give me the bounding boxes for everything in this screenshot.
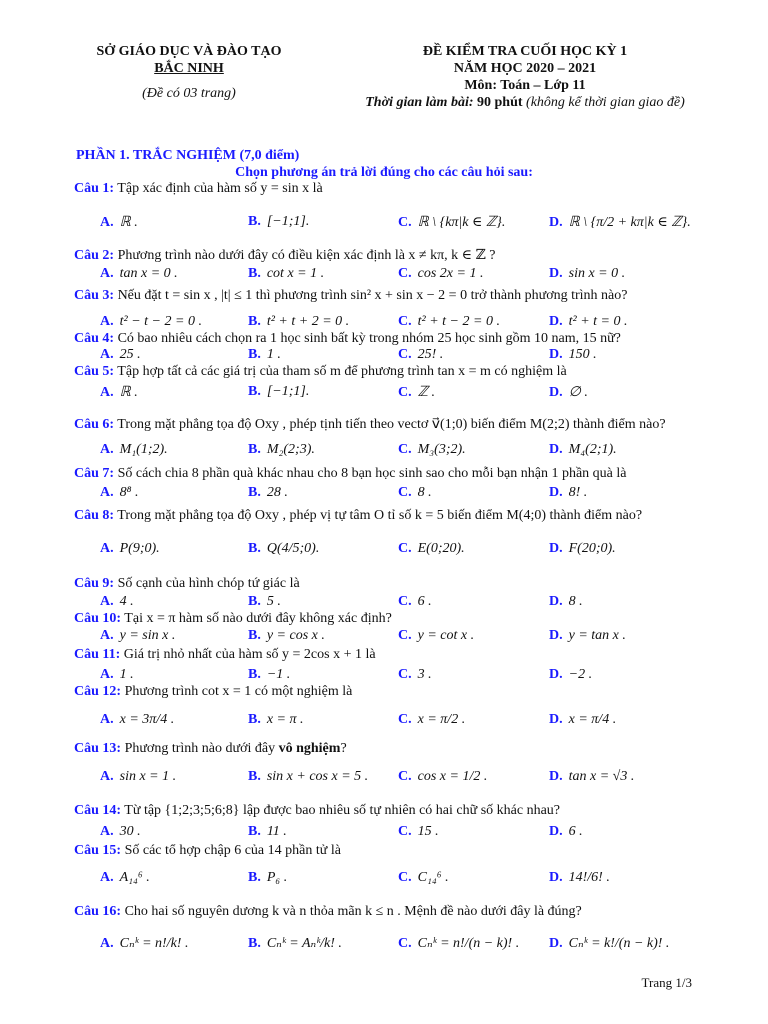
- option-value: sin x = 1 .: [119, 769, 177, 784]
- option-b: [248, 712, 304, 728]
- option-letter: C.: [398, 347, 412, 362]
- option-a: [100, 594, 134, 610]
- option-letter: C.: [398, 936, 412, 951]
- option-c: [398, 594, 432, 610]
- option-b: [248, 266, 324, 282]
- option-letter: B.: [248, 870, 261, 885]
- option-b: [248, 384, 309, 400]
- option-value: Cₙᵏ = n!/k! .: [119, 936, 189, 951]
- option-letter: A.: [100, 347, 114, 362]
- option-value: 8 .: [417, 485, 432, 500]
- option-c: [398, 347, 443, 363]
- option-letter: A.: [100, 442, 114, 457]
- question-text: Tập xác định của hàm số y = sin x là: [114, 181, 323, 196]
- option-letter: D.: [549, 266, 563, 281]
- option-value: [−1;1].: [266, 384, 310, 399]
- option-letter: C.: [398, 314, 412, 329]
- exam-title: ĐỀ KIỂM TRA CUỐI HỌC KỲ 1: [422, 44, 628, 59]
- option-value: 4 .: [119, 594, 134, 609]
- option-letter: C.: [398, 541, 412, 556]
- option-letter: D.: [549, 594, 563, 609]
- option-letter: B.: [248, 936, 261, 951]
- option-letter: C.: [398, 485, 412, 500]
- option-value: t² + t = 0 .: [568, 314, 628, 329]
- question-text: Phương trình nào dưới đây có điều kiện xác định là x ≠ kπ, k ∈ ℤ ?: [114, 248, 496, 263]
- option-value: t² + t + 2 = 0 .: [266, 314, 350, 329]
- option-letter: A.: [100, 385, 114, 400]
- option-value: cos 2x = 1 .: [417, 266, 484, 281]
- option-value: 8⁸ .: [119, 485, 139, 500]
- question-label: Câu 16:: [74, 904, 122, 919]
- option-value: ℝ .: [119, 385, 138, 400]
- option-letter: B.: [248, 628, 261, 643]
- option-letter: A.: [100, 266, 114, 281]
- option-value: 8 .: [568, 594, 583, 609]
- option-letter: A.: [100, 541, 114, 556]
- option-b: [248, 485, 288, 501]
- question-14: [74, 803, 560, 819]
- question-label: Câu 10:: [74, 611, 122, 626]
- question-10: [74, 611, 392, 627]
- question-label: Câu 13:: [74, 741, 122, 756]
- option-letter: D.: [549, 628, 563, 643]
- option-letter: B.: [248, 541, 261, 556]
- option-value: x = π/2 .: [417, 712, 466, 727]
- question-5: [74, 364, 567, 380]
- question-label: Câu 8:: [74, 508, 115, 523]
- option-value: 6 .: [568, 824, 583, 839]
- option-letter: B.: [248, 384, 261, 399]
- option-letter: B.: [248, 769, 261, 784]
- question-text: Giá trị nhỏ nhất của hàm số y = 2cos x + 1 là: [120, 647, 376, 662]
- option-value: ℝ \ {kπ|k ∈ ℤ}.: [417, 215, 506, 230]
- option-letter: A.: [100, 314, 114, 329]
- question-12: [74, 684, 352, 700]
- question-text: Từ tập {1;2;3;5;6;8} lập được bao nhiêu số tự nhiên có hai chữ số khác nhau?: [121, 803, 561, 818]
- option-b: [248, 314, 349, 330]
- option-c: [398, 266, 483, 282]
- question-4: [74, 331, 621, 347]
- option-a: [100, 870, 150, 886]
- option-letter: B.: [248, 214, 261, 229]
- question-text: Số cách chia 8 phần quà khác nhau cho 8 bạn học sinh sao cho mỗi bạn nhận 1 phần quà là: [114, 466, 627, 481]
- option-c: [398, 824, 439, 840]
- option-value: 30 .: [119, 824, 141, 839]
- option-value: tan x = √3 .: [568, 769, 635, 784]
- option-letter: A.: [100, 628, 114, 643]
- option-letter: B.: [248, 594, 261, 609]
- question-16: [74, 904, 582, 920]
- option-letter: B.: [248, 442, 261, 457]
- option-value: sin x + cos x = 5 .: [266, 769, 369, 784]
- option-letter: C.: [398, 628, 412, 643]
- option-letter: B.: [248, 347, 261, 362]
- option-letter: D.: [549, 824, 563, 839]
- option-d: [549, 442, 617, 458]
- option-b: [248, 870, 287, 886]
- duration-value: 90 phút: [477, 95, 523, 110]
- option-a: [100, 314, 202, 330]
- option-d: [549, 628, 626, 644]
- option-d: [549, 769, 634, 785]
- option-c: [398, 485, 432, 501]
- question-text: Phương trình nào dưới đây: [121, 741, 279, 756]
- option-b: [248, 541, 319, 557]
- option-c: [398, 442, 466, 458]
- option-letter: D.: [549, 215, 563, 230]
- option-value: 25! .: [417, 347, 444, 362]
- option-letter: D.: [549, 442, 563, 457]
- option-value: t² − t − 2 = 0 .: [119, 314, 202, 329]
- option-b: [248, 667, 290, 683]
- option-value: ∅ .: [568, 385, 588, 400]
- option-a: [100, 769, 176, 785]
- option-a: [100, 485, 139, 501]
- option-letter: C.: [398, 712, 412, 727]
- header-right: [330, 43, 720, 111]
- option-letter: D.: [549, 541, 563, 556]
- option-letter: D.: [549, 385, 563, 400]
- question-text: Tại x = π hàm số nào dưới đây không xác định?: [121, 611, 392, 626]
- option-a: [100, 541, 160, 557]
- question-label: Câu 2:: [74, 248, 115, 263]
- option-value: M₁(1;2).: [119, 442, 168, 457]
- option-a: [100, 712, 174, 728]
- option-d: [549, 712, 616, 728]
- question-text: Số các tổ hợp chập 6 của 14 phần tử là: [121, 843, 341, 858]
- option-d: [549, 667, 592, 683]
- subject: Môn: Toán – Lớp 11: [464, 78, 586, 93]
- question-8: [74, 508, 642, 524]
- option-a: [100, 628, 175, 644]
- option-value: ℤ .: [417, 385, 436, 400]
- option-value: C₁₄⁶ .: [417, 870, 449, 885]
- option-letter: D.: [549, 936, 563, 951]
- question-label: Câu 6:: [74, 417, 115, 432]
- option-value: cot x = 1 .: [266, 266, 325, 281]
- option-value: x = π/4 .: [568, 712, 617, 727]
- option-value: sin x = 0 .: [568, 266, 626, 281]
- option-value: Q(4/5;0).: [266, 541, 320, 556]
- option-a: [100, 266, 178, 282]
- duration-note: (không kể thời gian giao đề): [522, 95, 685, 110]
- option-b: [248, 935, 342, 952]
- option-b: [248, 594, 281, 610]
- option-letter: C.: [398, 385, 412, 400]
- option-b: [248, 769, 368, 785]
- department-name: SỞ GIÁO DỤC VÀ ĐÀO TẠO: [96, 44, 282, 59]
- option-value: y = tan x .: [568, 628, 626, 643]
- option-c: [398, 314, 500, 330]
- question-label: Câu 7:: [74, 466, 115, 481]
- option-letter: A.: [100, 485, 114, 500]
- option-value: 6 .: [417, 594, 432, 609]
- option-letter: C.: [398, 266, 412, 281]
- question-label: Câu 5:: [74, 364, 115, 379]
- option-letter: D.: [549, 769, 563, 784]
- option-d: [549, 541, 616, 557]
- question-text: Phương trình cot x = 1 có một nghiệm là: [121, 684, 353, 699]
- option-value: 150 .: [568, 347, 597, 362]
- option-value: ℝ .: [119, 215, 138, 230]
- option-value: M₄(2;1).: [568, 442, 617, 457]
- question-text: Có bao nhiêu cách chọn ra 1 học sinh bất kỳ trong nhóm 25 học sinh gồm 10 nam, 15 nữ?: [114, 331, 621, 346]
- option-value: tan x = 0 .: [119, 266, 178, 281]
- option-letter: A.: [100, 769, 114, 784]
- option-value: 3 .: [417, 667, 432, 682]
- option-value: A₁₄⁶ .: [119, 870, 150, 885]
- option-value: [−1;1].: [266, 214, 310, 229]
- option-value: −1 .: [266, 667, 291, 682]
- question-emphasis: vô nghiệm: [278, 741, 341, 756]
- option-value: y = sin x .: [119, 628, 176, 643]
- duration-label: Thời gian làm bài:: [365, 95, 477, 110]
- option-value: Cₙᵏ = n!/(n − k)! .: [417, 936, 520, 951]
- option-value: x = π .: [266, 712, 304, 727]
- question-label: Câu 12:: [74, 684, 122, 699]
- option-value: E(0;20).: [417, 541, 465, 556]
- option-value: 1 .: [266, 347, 281, 362]
- question-6: [74, 416, 666, 433]
- section-title: PHẦN 1. TRẮC NGHIỆM (7,0 điểm): [76, 148, 300, 163]
- option-letter: B.: [248, 824, 261, 839]
- question-text: Nếu đặt t = sin x , |t| ≤ 1 thì phương trình sin² x + sin x − 2 = 0 trở thành phương trình nào?: [114, 288, 628, 303]
- option-value: cos x = 1/2 .: [417, 769, 488, 784]
- option-c: [398, 214, 505, 231]
- question-label: Câu 14:: [74, 803, 122, 818]
- option-c: [398, 628, 474, 644]
- option-letter: A.: [100, 667, 114, 682]
- option-a: [100, 347, 141, 363]
- option-value: M₂(2;3).: [266, 442, 315, 457]
- option-a: [100, 935, 188, 952]
- option-c: [398, 384, 435, 401]
- option-letter: B.: [248, 712, 261, 727]
- option-value: Cₙᵏ = Aₙᵏ/k! .: [266, 936, 342, 951]
- option-letter: C.: [398, 594, 412, 609]
- question-3: [74, 288, 627, 304]
- question-15: [74, 843, 341, 859]
- option-value: 28 .: [266, 485, 288, 500]
- option-value: 25 .: [119, 347, 141, 362]
- instruction: Chọn phương án trả lời đúng cho các câu hỏi sau:: [235, 165, 533, 180]
- question-label: Câu 9:: [74, 576, 115, 591]
- question-9: [74, 576, 300, 592]
- option-d: [549, 824, 583, 840]
- option-letter: D.: [549, 870, 563, 885]
- option-value: 1 .: [119, 667, 134, 682]
- option-letter: C.: [398, 442, 412, 457]
- option-value: t² + t − 2 = 0 .: [417, 314, 500, 329]
- option-value: 14!/6! .: [568, 870, 610, 885]
- option-a: [100, 824, 141, 840]
- duration-line: [330, 94, 720, 111]
- option-b: [248, 347, 281, 363]
- question-text-end: ?: [340, 741, 347, 756]
- option-d: [549, 870, 610, 886]
- question-text: Trong mặt phẳng tọa độ Oxy , phép tịnh tiến theo vectơ v⃗(1;0) biến điểm M(2;2) thành điểm nào?: [114, 417, 666, 432]
- question-label: Câu 11:: [74, 647, 121, 662]
- question-11: [74, 647, 376, 663]
- option-value: x = 3π/4 .: [119, 712, 175, 727]
- page-count-note: (Đề có 03 trang): [142, 86, 236, 101]
- option-value: ℝ \ {π/2 + kπ|k ∈ ℤ}.: [568, 215, 691, 230]
- question-label: Câu 1:: [74, 181, 115, 196]
- option-d: [549, 594, 583, 610]
- option-a: [100, 214, 138, 231]
- option-value: y = cos x .: [266, 628, 325, 643]
- option-letter: A.: [100, 215, 114, 230]
- option-d: [549, 935, 669, 952]
- option-value: 15 .: [417, 824, 439, 839]
- option-b: [248, 824, 287, 840]
- question-text: Số cạnh của hình chóp tứ giác là: [114, 576, 300, 591]
- option-a: [100, 442, 168, 458]
- question-2: [74, 247, 495, 264]
- option-b: [248, 628, 325, 644]
- question-13: [74, 741, 347, 757]
- question-text: Tập hợp tất cả các giá trị của tham số m để phương trình tan x = m có nghiệm là: [114, 364, 567, 379]
- option-letter: B.: [248, 314, 261, 329]
- option-c: [398, 935, 519, 952]
- header-left: [80, 43, 298, 102]
- option-letter: C.: [398, 667, 412, 682]
- option-letter: D.: [549, 314, 563, 329]
- option-letter: B.: [248, 485, 261, 500]
- option-c: [398, 769, 487, 785]
- option-letter: A.: [100, 824, 114, 839]
- province-name: BẮC NINH: [154, 61, 224, 76]
- option-value: F(20;0).: [568, 541, 616, 556]
- option-c: [398, 712, 465, 728]
- option-value: y = cot x .: [417, 628, 475, 643]
- option-d: [549, 485, 587, 501]
- question-text: Cho hai số nguyên dương k và n thỏa mãn k ≤ n . Mệnh đề nào dưới đây là đúng?: [121, 904, 582, 919]
- question-label: Câu 3:: [74, 288, 115, 303]
- option-b: [248, 442, 315, 458]
- option-letter: D.: [549, 347, 563, 362]
- question-1: [74, 181, 323, 197]
- option-a: [100, 384, 138, 401]
- question-7: [74, 466, 626, 482]
- question-text: Trong mặt phẳng tọa độ Oxy , phép vị tự tâm O tỉ số k = 5 biến điểm M(4;0) thành điểm nào?: [114, 508, 643, 523]
- option-value: 11 .: [266, 824, 287, 839]
- option-value: −2 .: [568, 667, 593, 682]
- option-d: [549, 314, 628, 330]
- option-letter: A.: [100, 870, 114, 885]
- option-letter: D.: [549, 712, 563, 727]
- option-letter: B.: [248, 266, 261, 281]
- option-c: [398, 541, 465, 557]
- option-a: [100, 667, 134, 683]
- option-value: 8! .: [568, 485, 588, 500]
- option-value: P₆ .: [266, 870, 288, 885]
- question-label: Câu 4:: [74, 331, 115, 346]
- option-letter: A.: [100, 936, 114, 951]
- option-d: [549, 347, 597, 363]
- option-c: [398, 870, 449, 886]
- option-d: [549, 384, 588, 401]
- option-value: M₃(3;2).: [417, 442, 466, 457]
- option-d: [549, 266, 625, 282]
- option-value: 5 .: [266, 594, 281, 609]
- option-letter: D.: [549, 667, 563, 682]
- option-value: Cₙᵏ = k!/(n − k)! .: [568, 936, 670, 951]
- option-b: [248, 214, 309, 230]
- option-letter: B.: [248, 667, 261, 682]
- option-letter: D.: [549, 485, 563, 500]
- option-letter: A.: [100, 594, 114, 609]
- option-letter: C.: [398, 870, 412, 885]
- option-c: [398, 667, 432, 683]
- school-year: NĂM HỌC 2020 – 2021: [453, 61, 597, 76]
- page-footer: Trang 1/3: [641, 975, 692, 990]
- option-letter: C.: [398, 769, 412, 784]
- question-label: Câu 15:: [74, 843, 122, 858]
- option-d: [549, 214, 691, 231]
- option-value: P(9;0).: [119, 541, 160, 556]
- option-letter: C.: [398, 215, 412, 230]
- option-letter: A.: [100, 712, 114, 727]
- option-letter: C.: [398, 824, 412, 839]
